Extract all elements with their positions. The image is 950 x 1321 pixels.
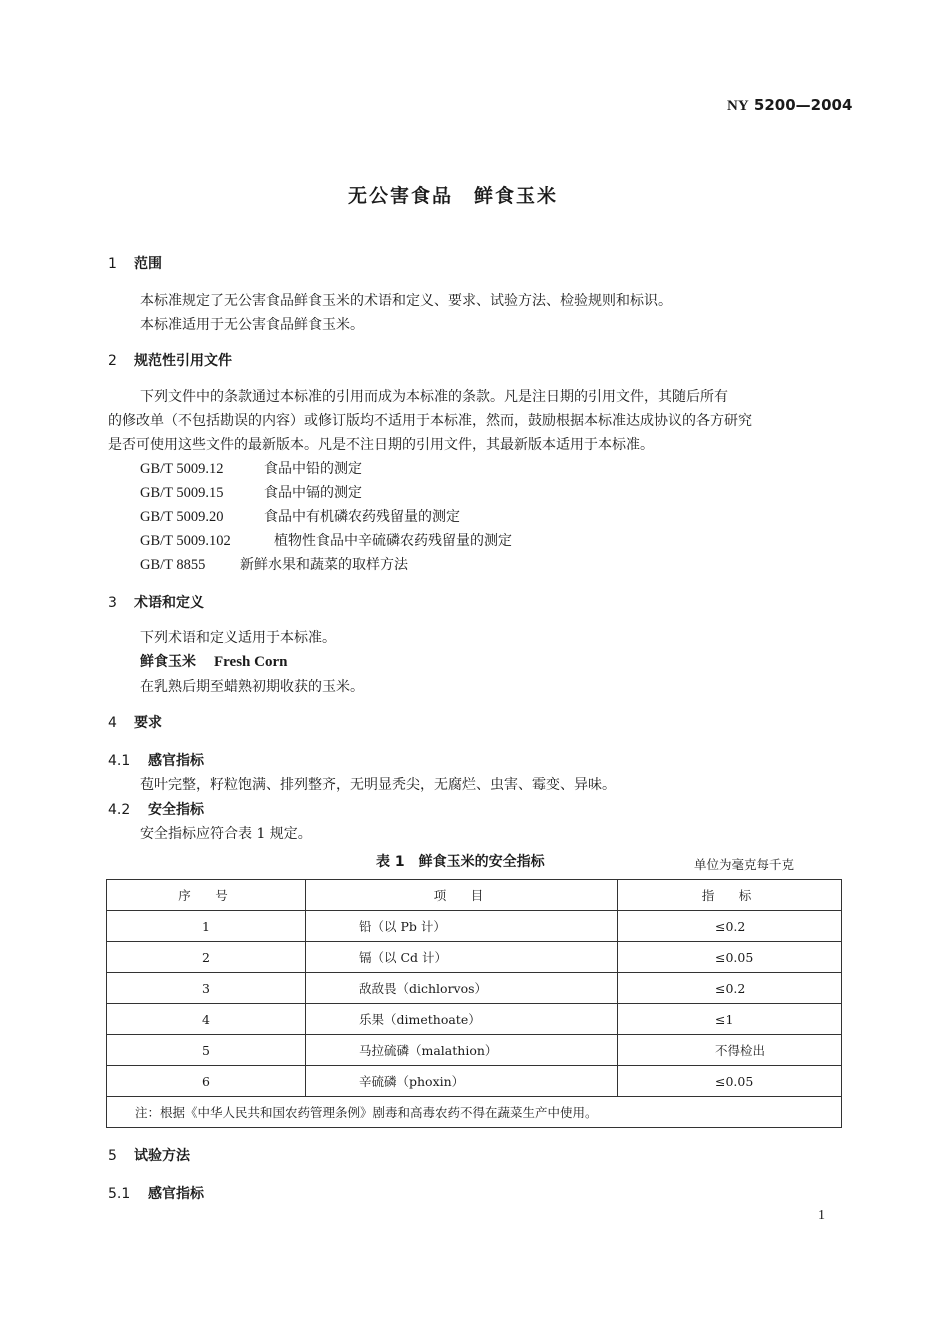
section-4-2-heading xyxy=(108,799,204,819)
section-number: 4.2 xyxy=(108,802,131,818)
table-header-row xyxy=(107,880,842,911)
reference-code: GB/T 5009.20 xyxy=(140,509,224,525)
paragraph: 下列术语和定义适用于本标准。 xyxy=(140,630,336,646)
page-number: 1 xyxy=(818,1208,825,1223)
table-cell: 敌敌畏（dichlorvos） xyxy=(306,973,618,1004)
table-cell: ≤0.05 xyxy=(618,1066,842,1097)
section-title: 感官指标 xyxy=(148,753,204,769)
paragraph: 安全指标应符合表 1 规定。 xyxy=(140,826,312,842)
section-title: 安全指标 xyxy=(148,802,204,818)
reference-code: GB/T 5009.102 xyxy=(140,533,231,549)
safety-table xyxy=(106,879,842,1128)
table-row xyxy=(107,911,842,942)
section-1-heading xyxy=(108,253,162,273)
section-2-heading xyxy=(108,350,232,370)
table-cell: 2 xyxy=(107,942,306,973)
section-title: 要求 xyxy=(134,715,162,731)
table-cell: 镉（以 Cd 计） xyxy=(306,942,618,973)
column-header: 指 标 xyxy=(618,880,842,911)
table-cell: 辛硫磷（phoxin） xyxy=(306,1066,618,1097)
section-number: 4 xyxy=(108,715,117,731)
term-english: Fresh Corn xyxy=(214,654,288,670)
reference-item xyxy=(140,530,512,550)
table-note: 注：根据《中华人民共和国农药管理条例》剧毒和高毒农药不得在蔬菜生产中使用。 xyxy=(107,1097,842,1128)
reference-item xyxy=(140,482,362,502)
reference-title: 植物性食品中辛硫磷农药残留量的测定 xyxy=(274,533,512,549)
document-title: 无公害食品 鲜食玉米 xyxy=(348,185,559,207)
section-number: 5.1 xyxy=(108,1186,131,1202)
section-5-1-heading xyxy=(108,1183,204,1203)
term-chinese: 鲜食玉米 xyxy=(140,654,196,670)
table-unit: 单位为毫克每千克 xyxy=(694,857,795,872)
section-number: 2 xyxy=(108,353,117,369)
term-definition: 在乳熟后期至蜡熟初期收获的玉米。 xyxy=(140,679,364,695)
table-cell: 铅（以 Pb 计） xyxy=(306,911,618,942)
table-cell: 不得检出 xyxy=(618,1035,842,1066)
section-number: 5 xyxy=(108,1148,117,1164)
table-cell: 4 xyxy=(107,1004,306,1035)
section-title: 规范性引用文件 xyxy=(134,353,232,369)
table-cell: ≤0.2 xyxy=(618,973,842,1004)
table-row xyxy=(107,942,842,973)
section-number: 1 xyxy=(108,256,117,272)
section-title: 感官指标 xyxy=(148,1186,204,1202)
section-4-heading xyxy=(108,712,162,732)
reference-code: GB/T 5009.15 xyxy=(140,485,224,501)
reference-title: 食品中铅的测定 xyxy=(264,461,362,477)
standard-number xyxy=(727,96,852,115)
reference-item xyxy=(140,506,460,526)
table-cell: 乐果（dimethoate） xyxy=(306,1004,618,1035)
table-row xyxy=(107,1066,842,1097)
table-cell: ≤1 xyxy=(618,1004,842,1035)
table-cell: ≤0.05 xyxy=(618,942,842,973)
standard-prefix: NY xyxy=(727,98,749,114)
table-row xyxy=(107,973,842,1004)
section-title: 术语和定义 xyxy=(134,595,204,611)
table-row xyxy=(107,1004,842,1035)
reference-title: 食品中有机磷农药残留量的测定 xyxy=(264,509,460,525)
paragraph-line: 是否可使用这些文件的最新版本。凡是不注日期的引用文件，其最新版本适用于本标准。 xyxy=(108,437,654,453)
section-number: 4.1 xyxy=(108,753,131,769)
term-entry xyxy=(140,651,287,671)
reference-title: 食品中镉的测定 xyxy=(264,485,362,501)
paragraph: 本标准适用于无公害食品鲜食玉米。 xyxy=(140,317,364,333)
section-number: 3 xyxy=(108,595,117,611)
section-4-1-heading xyxy=(108,750,204,770)
section-3-heading xyxy=(108,592,204,612)
table-cell: ≤0.2 xyxy=(618,911,842,942)
reference-code: GB/T 8855 xyxy=(140,557,206,573)
section-title: 试验方法 xyxy=(134,1148,190,1164)
paragraph-line: 下列文件中的条款通过本标准的引用而成为本标准的条款。凡是注日期的引用文件，其随后所有 xyxy=(140,389,728,405)
table-cell: 5 xyxy=(107,1035,306,1066)
standard-code: 5200—2004 xyxy=(753,96,853,114)
table-caption: 表 1 鲜食玉米的安全指标 xyxy=(376,854,545,870)
table-cell: 6 xyxy=(107,1066,306,1097)
reference-title: 新鲜水果和蔬菜的取样方法 xyxy=(240,557,408,573)
table-cell: 1 xyxy=(107,911,306,942)
paragraph: 苞叶完整，籽粒饱满、排列整齐，无明显秃尖，无腐烂、虫害、霉变、异味。 xyxy=(140,777,616,793)
table-cell: 马拉硫磷（malathion） xyxy=(306,1035,618,1066)
paragraph-line: 的修改单（不包括勘误的内容）或修订版均不适用于本标准，然而，鼓励根据本标准达成协议的各方研究 xyxy=(108,413,752,429)
reference-item xyxy=(140,458,362,478)
table-note-row xyxy=(107,1097,842,1128)
column-header: 项 目 xyxy=(306,880,618,911)
section-title: 范围 xyxy=(134,256,162,272)
table-cell: 3 xyxy=(107,973,306,1004)
column-header: 序 号 xyxy=(107,880,306,911)
reference-item xyxy=(140,554,408,574)
section-5-heading xyxy=(108,1145,190,1165)
paragraph: 本标准规定了无公害食品鲜食玉米的术语和定义、要求、试验方法、检验规则和标识。 xyxy=(140,293,672,309)
reference-code: GB/T 5009.12 xyxy=(140,461,224,477)
table-row xyxy=(107,1035,842,1066)
